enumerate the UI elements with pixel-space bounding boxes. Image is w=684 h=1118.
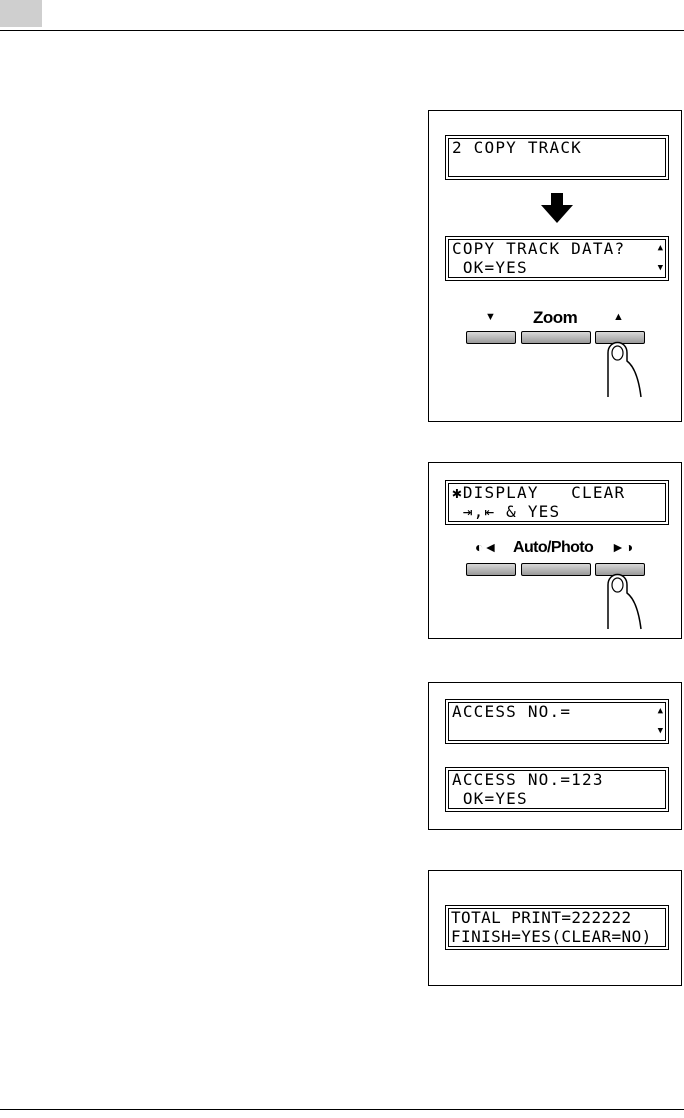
up-key-label: ▲ <box>613 311 624 323</box>
lcd-line-1: COPY TRACK DATA? <box>452 239 626 258</box>
scroll-down-icon: ▼ <box>657 263 663 273</box>
display-clear-panel <box>428 462 682 639</box>
lcd-line-2: FINISH=YES(CLEAR=NO) <box>451 927 652 946</box>
lcd-line-2: ⇥,⇤ & YES <box>452 502 561 521</box>
zoom-key-button[interactable] <box>521 331 591 344</box>
footer-rule <box>0 1109 684 1110</box>
lcd-display-clear <box>445 480 669 525</box>
lcd-display-total-print <box>445 905 669 950</box>
lcd-line-1: ACCESS NO.= <box>452 702 572 721</box>
finger-press-icon <box>605 569 645 631</box>
lcd-line-1: 2 COPY TRACK <box>452 138 582 157</box>
total-print-panel <box>428 870 682 986</box>
darker-key-label: ►◑ <box>611 539 634 555</box>
lcd-line-1: TOTAL PRINT=222222 <box>451 908 632 927</box>
lighter-key-label: ◐◄ <box>475 539 498 555</box>
down-key-button[interactable] <box>466 331 516 344</box>
lcd-display-copy-track-data <box>445 236 669 281</box>
lcd-display-access-no <box>445 699 669 744</box>
auto-photo-key-button[interactable] <box>521 563 591 576</box>
lcd-line-1: ACCESS NO.=123 <box>452 770 604 789</box>
lcd-display-access-no-entered <box>445 767 669 812</box>
lcd-line-1: ✱DISPLAY CLEAR <box>452 483 626 502</box>
access-number-panel <box>428 682 682 830</box>
copy-track-panel <box>428 110 682 422</box>
zoom-key-label: Zoom <box>533 308 578 327</box>
chapter-tab <box>0 0 42 27</box>
scroll-up-icon: ▲ <box>657 706 663 716</box>
lcd-display-copy-track <box>445 135 669 180</box>
header-rule <box>0 30 684 31</box>
auto-photo-key-label: Auto/Photo <box>513 539 594 556</box>
lighter-key-button[interactable] <box>466 563 516 576</box>
down-arrow-icon <box>539 193 575 225</box>
scroll-down-icon: ▼ <box>657 726 663 736</box>
lcd-line-2: OK=YES <box>452 258 528 277</box>
down-key-label: ▼ <box>485 311 496 323</box>
scroll-up-icon: ▲ <box>657 243 663 253</box>
lcd-line-2: OK=YES <box>452 789 528 808</box>
finger-press-icon <box>605 337 645 399</box>
